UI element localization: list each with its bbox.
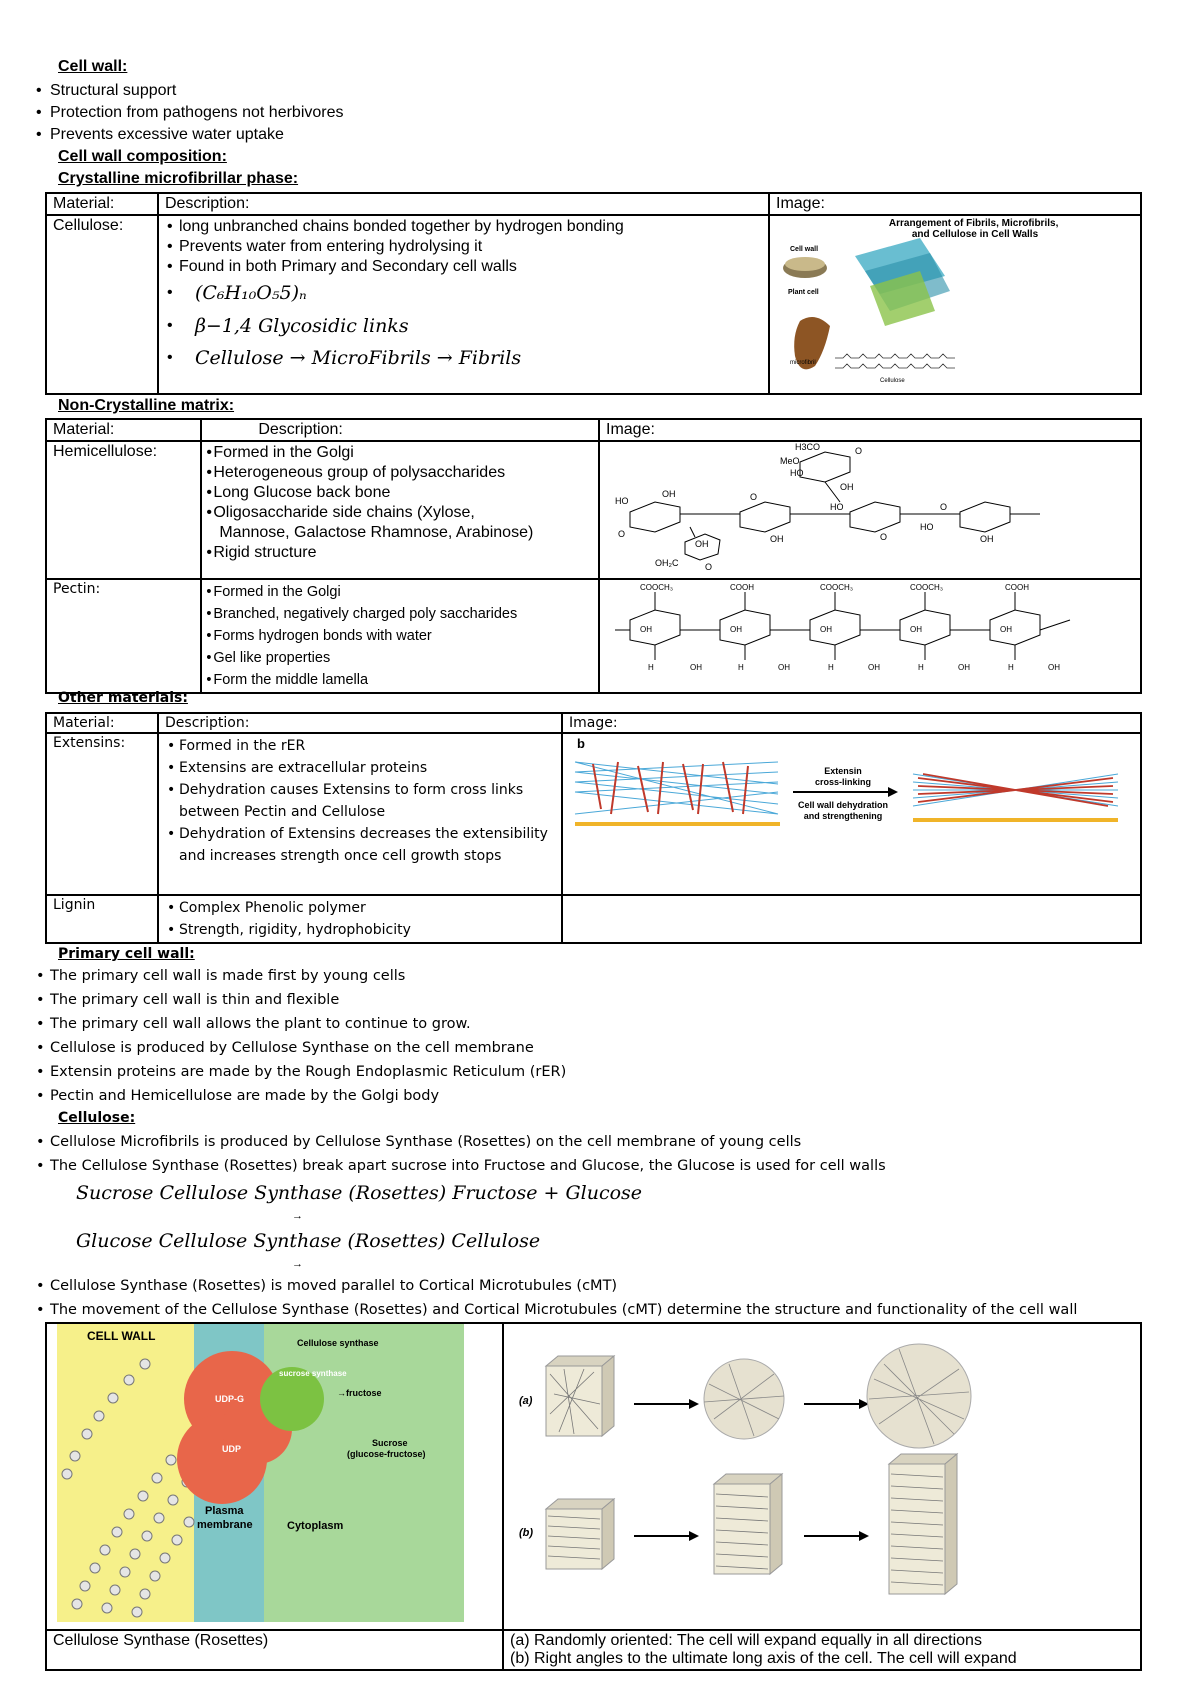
rosette-table (45, 1322, 1142, 1671)
col-image: Image: (769, 193, 1141, 215)
svg-text:OH: OH (640, 625, 652, 634)
svg-text:HO: HO (920, 522, 934, 532)
cellulose-chain: Cellulose → MicroFibrils → Fibrils (194, 347, 522, 369)
list-item (165, 277, 762, 311)
list-item: • Prevents water from entering hydrolysing it (165, 237, 762, 257)
udp-label: UDP (222, 1444, 242, 1454)
material-cellulose: Cellulose: (46, 215, 158, 394)
orientation-diagram-cell (503, 1323, 1141, 1630)
transverse-cube-tall (889, 1454, 957, 1594)
list-item: • Cellulose Synthase (Rosettes) is moved parallel to Cortical Microtubules (cMT) (30, 1274, 1190, 1298)
svg-text:O: O (705, 562, 713, 572)
svg-text:OH: OH (958, 663, 970, 672)
cellulose-fibril-figure (770, 216, 1140, 388)
fig-title: Arrangement of Fibrils, Microfibrils, and Cellulose in Cell Walls (888, 218, 1059, 240)
svg-text:HO: HO (615, 496, 629, 506)
list-item: • The primary cell wall is thin and flexible (30, 988, 1180, 1012)
col-description: Description: (158, 713, 562, 733)
crystalline-table (45, 192, 1142, 395)
svg-text:HO: HO (790, 468, 804, 478)
list-item (165, 311, 762, 343)
svg-text:MeO: MeO (780, 456, 800, 466)
fig-label-b: b (577, 736, 585, 751)
svg-text:H: H (738, 663, 744, 672)
rosette-caption: Cellulose Synthase (Rosettes) (46, 1630, 503, 1670)
primary-list (30, 964, 1180, 1108)
list-item: • Cellulose is produced by Cellulose Synthase on the cell membrane (30, 1036, 1180, 1060)
svg-text:H: H (828, 663, 834, 672)
hemicellulose-figure-cell (599, 441, 1141, 579)
svg-text:OH: OH (695, 539, 709, 549)
list-item: • Dehydration causes Extensins to form cross links between Pectin and Cellulose (165, 779, 555, 823)
svg-text:H3CO: H3CO (795, 442, 821, 452)
noncrystalline-table (45, 418, 1142, 694)
sucrose-synthase-label: sucrose synthase (279, 1369, 347, 1378)
label-b: (b) (519, 1527, 534, 1539)
list-item: • Formed in the rER (165, 735, 555, 757)
sucrose-label: Sucrose (glucose-fructose) (347, 1438, 426, 1459)
list-item: • Strength, rigidity, hydrophobicity (165, 919, 555, 941)
equation-arrow: → (292, 1258, 303, 1270)
list-item: • Rigid structure (204, 543, 592, 563)
glycosidic-links: β−1,4 Glycosidic links (194, 315, 409, 337)
cellulose-figure-cell (769, 215, 1141, 394)
svg-text:OH: OH (980, 534, 994, 544)
svg-text:OH: OH (730, 625, 742, 634)
col-image: Image: (562, 713, 1141, 733)
orientation-caption (503, 1630, 1141, 1670)
material-pectin: Pectin: (46, 579, 201, 693)
svg-text:O: O (940, 502, 948, 512)
plasma-membrane-label: Plasma membrane (197, 1505, 253, 1531)
fructose-label: →fructose (337, 1388, 382, 1398)
list-item: • The movement of the Cellulose Synthase (Rosettes) and Cortical Microtubules (cMT) determine the structure and functionality of the cell wall (30, 1298, 1190, 1322)
lignin-image-cell (562, 895, 1141, 943)
list-item: • Dehydration of Extensins decreases the extensibility and increases strength once cell growth stops (165, 823, 555, 867)
svg-text:OH: OH (1048, 663, 1060, 672)
list-item-text: Oligosaccharide side chains (Xylose, (213, 504, 475, 521)
svg-text:OH: OH (778, 663, 790, 672)
svg-text:OH: OH (820, 625, 832, 634)
svg-text:OH: OH (840, 482, 854, 492)
rosette-diagram-cell (46, 1323, 503, 1630)
list-item: • Complex Phenolic polymer (165, 897, 555, 919)
svg-text:H: H (918, 663, 924, 672)
arrow-head (859, 1531, 869, 1541)
cellulose-chain-drawing (835, 354, 955, 368)
primary-heading: Primary cell wall: (58, 946, 195, 962)
hemicellulose-structure (600, 442, 1140, 573)
lignin-description (158, 895, 562, 943)
fig-plant-cell-label: Plant cell (788, 289, 819, 296)
svg-text:COOCH₃: COOCH₃ (820, 583, 854, 592)
list-item (165, 343, 762, 375)
material-lignin: Lignin (46, 895, 158, 943)
extensin-figure-cell (562, 733, 1141, 895)
other-heading: Other materials: (58, 690, 188, 706)
list-item (204, 503, 592, 543)
list-item: • Found in both Primary and Secondary cell walls (165, 257, 762, 277)
membrane-left (575, 822, 780, 826)
pectin-figure-cell (599, 579, 1141, 693)
material-extensins: Extensins: (46, 733, 158, 895)
fig-cell-wall-label: Cell wall (790, 246, 819, 253)
material-hemicellulose: Hemicellulose: (46, 441, 201, 579)
transverse-cube-small (546, 1499, 614, 1569)
cell-wall-heading: Cell wall: (58, 58, 128, 75)
udpg-label: UDP-G (215, 1394, 244, 1404)
cytoplasm-label: Cytoplasm (287, 1520, 344, 1532)
svg-text:H: H (1008, 663, 1014, 672)
list-item: • Formed in the Golgi (204, 443, 592, 463)
extensin-crosslinking-figure (563, 734, 1133, 890)
list-item: • The primary cell wall is made first by young cells (30, 964, 1180, 988)
svg-text:COOCH₃: COOCH₃ (640, 583, 674, 592)
list-item: • Gel like properties (204, 647, 592, 669)
svg-text:OH: OH (690, 663, 702, 672)
list-item: • The primary cell wall allows the plant to continue to grow. (30, 1012, 1180, 1036)
arrow-head (689, 1531, 699, 1541)
equation-arrow: → (292, 1210, 303, 1222)
fig-cellulose-label: Cellulose (880, 378, 905, 384)
svg-text:O: O (618, 529, 626, 539)
cell-wall-label: CELL WALL (87, 1329, 156, 1343)
pectin-description (201, 579, 599, 693)
label-a: (a) (519, 1395, 533, 1407)
svg-text:HO: HO (830, 502, 844, 512)
col-material: Material: (46, 419, 201, 441)
list-item: • Form the middle lamella (204, 669, 592, 691)
col-description: Description: (158, 193, 769, 215)
caption-a: (a) Randomly oriented: The cell will expand equally in all directions (510, 1632, 982, 1649)
arrow-top-label: Extensin cross-linking (814, 766, 872, 787)
svg-text:OH₂C: OH₂C (655, 558, 679, 568)
arrow-head (689, 1399, 699, 1409)
list-item-text: Mannose, Galactose Rhamnose, Arabinose) (219, 524, 534, 541)
crystalline-heading: Crystalline microfibrillar phase: (58, 170, 299, 187)
cell-top (785, 257, 825, 271)
svg-text:COOH: COOH (730, 583, 754, 592)
cell-wall-list (30, 80, 730, 146)
arrow-head (888, 787, 898, 797)
cellulose-list-2 (30, 1274, 1190, 1322)
list-item: • Branched, negatively charged poly saccharides (204, 603, 592, 625)
microfibril-orientation-figure (504, 1324, 1124, 1624)
hemicellulose-description (201, 441, 599, 579)
pectin-structure (600, 580, 1140, 676)
svg-text:OH: OH (662, 489, 676, 499)
list-item: • Pectin and Hemicellulose are made by the Golgi body (30, 1084, 1180, 1108)
col-material: Material: (46, 193, 158, 215)
list-item: • Prevents excessive water uptake (30, 124, 730, 146)
random-cube (546, 1356, 614, 1436)
cellulose-formula: (C₆H₁₀O₅5)ₙ (194, 282, 307, 304)
svg-text:COOCH₃: COOCH₃ (910, 583, 944, 592)
large-sphere (867, 1344, 971, 1448)
svg-text:OH: OH (868, 663, 880, 672)
list-item: • Forms hydrogen bonds with water (204, 625, 592, 647)
membrane-right (913, 818, 1118, 822)
composition-heading: Cell wall composition: (58, 148, 227, 165)
list-item: • Protection from pathogens not herbivores (30, 102, 730, 124)
col-description: Description: (201, 419, 599, 441)
list-item: • Heterogeneous group of polysaccharides (204, 463, 592, 483)
svg-text:O: O (750, 492, 758, 502)
list-item: • The Cellulose Synthase (Rosettes) break apart sucrose into Fructose and Glucose, the Glucose is used for cell walls (30, 1154, 1180, 1178)
list-item: • Extensins are extracellular proteins (165, 757, 555, 779)
list-item: • Formed in the Golgi (204, 581, 592, 603)
col-image: Image: (599, 419, 1141, 441)
extensins-description (158, 733, 562, 895)
caption-b: (b) Right angles to the ultimate long axis of the cell. The cell will expand (510, 1650, 1017, 1667)
col-material: Material: (46, 713, 158, 733)
list-item: • Extensin proteins are made by the Rough Endoplasmic Reticulum (rER) (30, 1060, 1180, 1084)
svg-text:H: H (648, 663, 654, 672)
list-item: • Structural support (30, 80, 730, 102)
cellulose-description (158, 215, 769, 394)
list-item: • Cellulose Microfibrils is produced by Cellulose Synthase (Rosettes) on the cell membrane of young cells (30, 1130, 1180, 1154)
svg-text:O: O (880, 532, 888, 542)
cellulose-synthase-label: Cellulose synthase (297, 1338, 379, 1348)
equation-sucrose: Sucrose Cellulose Synthase (Rosettes) Fructose + Glucose (76, 1182, 643, 1204)
svg-text:COOH: COOH (1005, 583, 1029, 592)
svg-text:OH: OH (770, 534, 784, 544)
other-materials-table (45, 712, 1142, 944)
cellulose-synthase-diagram (47, 1324, 502, 1624)
equation-glucose: Glucose Cellulose Synthase (Rosettes) Cellulose (76, 1230, 541, 1252)
list-item: • Long Glucose back bone (204, 483, 592, 503)
cellulose-heading: Cellulose: (58, 1110, 136, 1126)
list-item: • long unbranched chains bonded together by hydrogen bonding (165, 217, 762, 237)
svg-text:O: O (855, 446, 863, 456)
noncrystalline-heading: Non-Crystalline matrix: (58, 397, 235, 414)
fig-small-label: microfibril (790, 360, 816, 366)
arrow-bottom-label: Cell wall dehydration and strengthening (797, 800, 889, 821)
svg-text:OH: OH (1000, 625, 1012, 634)
cellulose-list (30, 1130, 1180, 1178)
svg-text:OH: OH (910, 625, 922, 634)
transverse-cube-medium (714, 1474, 782, 1574)
